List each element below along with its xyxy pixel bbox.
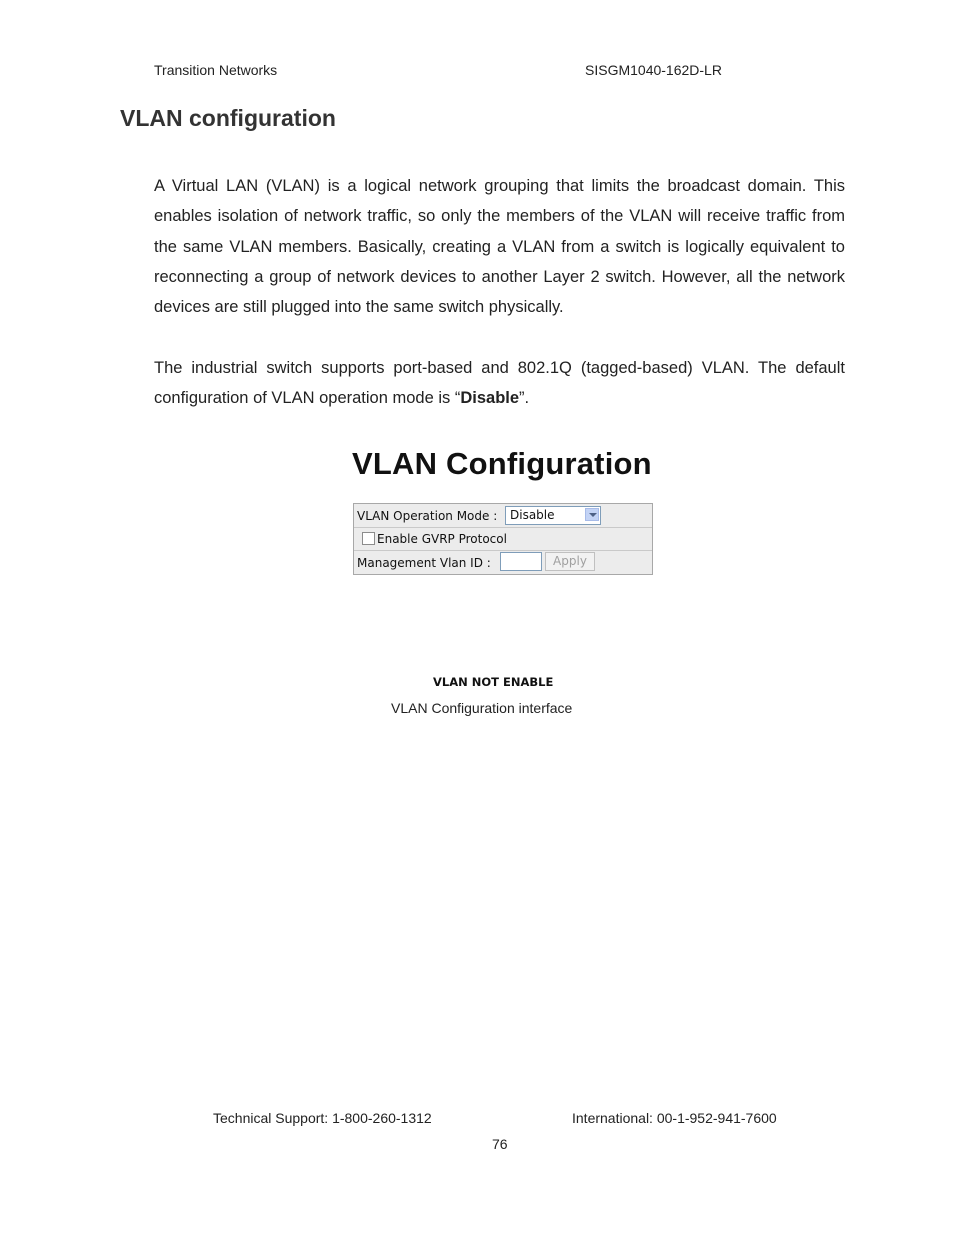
mode-select-value: Disable [510, 508, 555, 522]
mode-label: VLAN Operation Mode : [357, 509, 498, 523]
paragraph-text: The industrial switch supports port-based and 802.1Q (tagged-based) VLAN. The default configuration of VLAN operation mode is “ [154, 359, 845, 408]
header-model: SISGM1040-162D-LR [585, 62, 722, 78]
mode-row [354, 504, 652, 528]
figure-caption: VLAN Configuration interface [391, 700, 573, 716]
gvrp-checkbox[interactable] [362, 532, 375, 545]
footer-support: Technical Support: 1-800-260-1312 [213, 1110, 432, 1126]
paragraph-text-end: ”. [519, 389, 530, 408]
vlan-config-panel [353, 503, 653, 575]
paragraph-default-mode [154, 353, 845, 414]
vlan-status: VLAN NOT ENABLE [433, 675, 554, 689]
chevron-down-icon[interactable] [585, 508, 599, 521]
gvrp-row [354, 527, 652, 551]
header-company: Transition Networks [154, 62, 278, 78]
apply-button[interactable]: Apply [545, 552, 595, 571]
footer-international: International: 00-1-952-941-7600 [572, 1110, 777, 1126]
mgmt-vlan-input[interactable] [500, 552, 542, 571]
paragraph-bold-value: Disable [460, 389, 520, 408]
figure-title: VLAN Configuration [352, 446, 652, 481]
mgmt-vlan-row [354, 551, 652, 574]
paragraph-intro: A Virtual LAN (VLAN) is a logical network grouping that limits the broadcast domain. This enables isolation of network traffic, so only the members of the VLAN will receive traffic from the same VLAN members. Basically, creating a VLAN from a switch is logically equivalent to reconnecting a group of network devices to another Layer 2 switch. However, all the network devices are still plugged into the same switch physically. [154, 177, 845, 317]
page-number: 76 [492, 1136, 508, 1152]
mode-select[interactable] [505, 506, 601, 525]
mgmt-vlan-label: Management Vlan ID : [357, 556, 491, 570]
section-title: VLAN configuration [120, 105, 336, 131]
gvrp-label: Enable GVRP Protocol [377, 532, 507, 546]
